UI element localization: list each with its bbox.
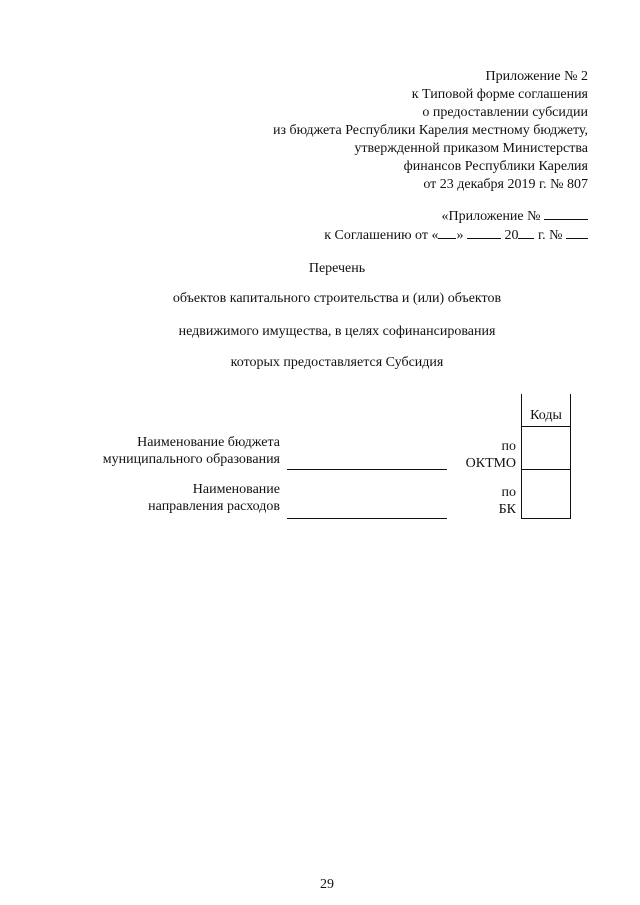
code-label-line: по <box>501 439 516 454</box>
year-prefix: 20 <box>504 228 519 243</box>
expense-direction-field-line <box>287 518 447 519</box>
budget-name-label <box>103 434 280 468</box>
title-line: которых предоставляется Субсидия <box>230 355 444 370</box>
header-line: от 23 декабря 2019 г. № 807 <box>423 177 588 192</box>
year-blank <box>518 226 534 239</box>
number-label: г. № <box>537 228 563 243</box>
expense-direction-label <box>148 481 280 515</box>
agreement-label: к Соглашению от « <box>324 228 439 243</box>
page-number: 29 <box>320 877 334 892</box>
label-line: Наименование бюджета <box>137 435 280 450</box>
annex-number-line <box>324 207 588 226</box>
month-blank <box>467 226 501 239</box>
label-line: Наименование <box>192 482 280 497</box>
bk-code-cell <box>522 470 571 519</box>
agreement-number-blank <box>566 226 588 239</box>
code-label-line: БК <box>498 502 516 517</box>
label-line: муниципального образования <box>102 452 280 467</box>
header-line: из бюджета Республики Карелия местному бюджету, <box>272 123 588 138</box>
annex-number-label: «Приложение № <box>441 209 541 224</box>
header-line: утвержденной приказом Министерства <box>354 141 588 156</box>
header-line: Приложение № 2 <box>485 69 588 84</box>
budget-name-field-line <box>287 469 447 470</box>
codes-header: Коды <box>522 394 571 427</box>
title-line: недвижимого имущества, в целях софинансирования <box>178 324 496 339</box>
header-line: финансов Республики Карелия <box>403 159 588 174</box>
header-line: к Типовой форме соглашения <box>411 87 588 102</box>
bk-label <box>499 484 516 518</box>
annex-number-blank <box>544 207 588 220</box>
day-blank <box>438 226 456 239</box>
title-line: объектов капитального строительства и (или) объектов <box>172 291 502 306</box>
oktmo-code-cell <box>522 427 571 470</box>
label-line: направления расходов <box>148 499 280 514</box>
agreement-line <box>324 226 588 245</box>
code-label-line: ОКТМО <box>465 456 516 471</box>
quote-close: » <box>456 228 464 243</box>
codes-table <box>521 394 571 519</box>
code-label-line: по <box>501 485 516 500</box>
annex-reference <box>324 207 588 245</box>
approval-header <box>273 68 588 194</box>
oktmo-label <box>466 438 516 472</box>
header-line: о предоставлении субсидии <box>422 105 588 120</box>
document-title: Перечень <box>308 261 366 276</box>
